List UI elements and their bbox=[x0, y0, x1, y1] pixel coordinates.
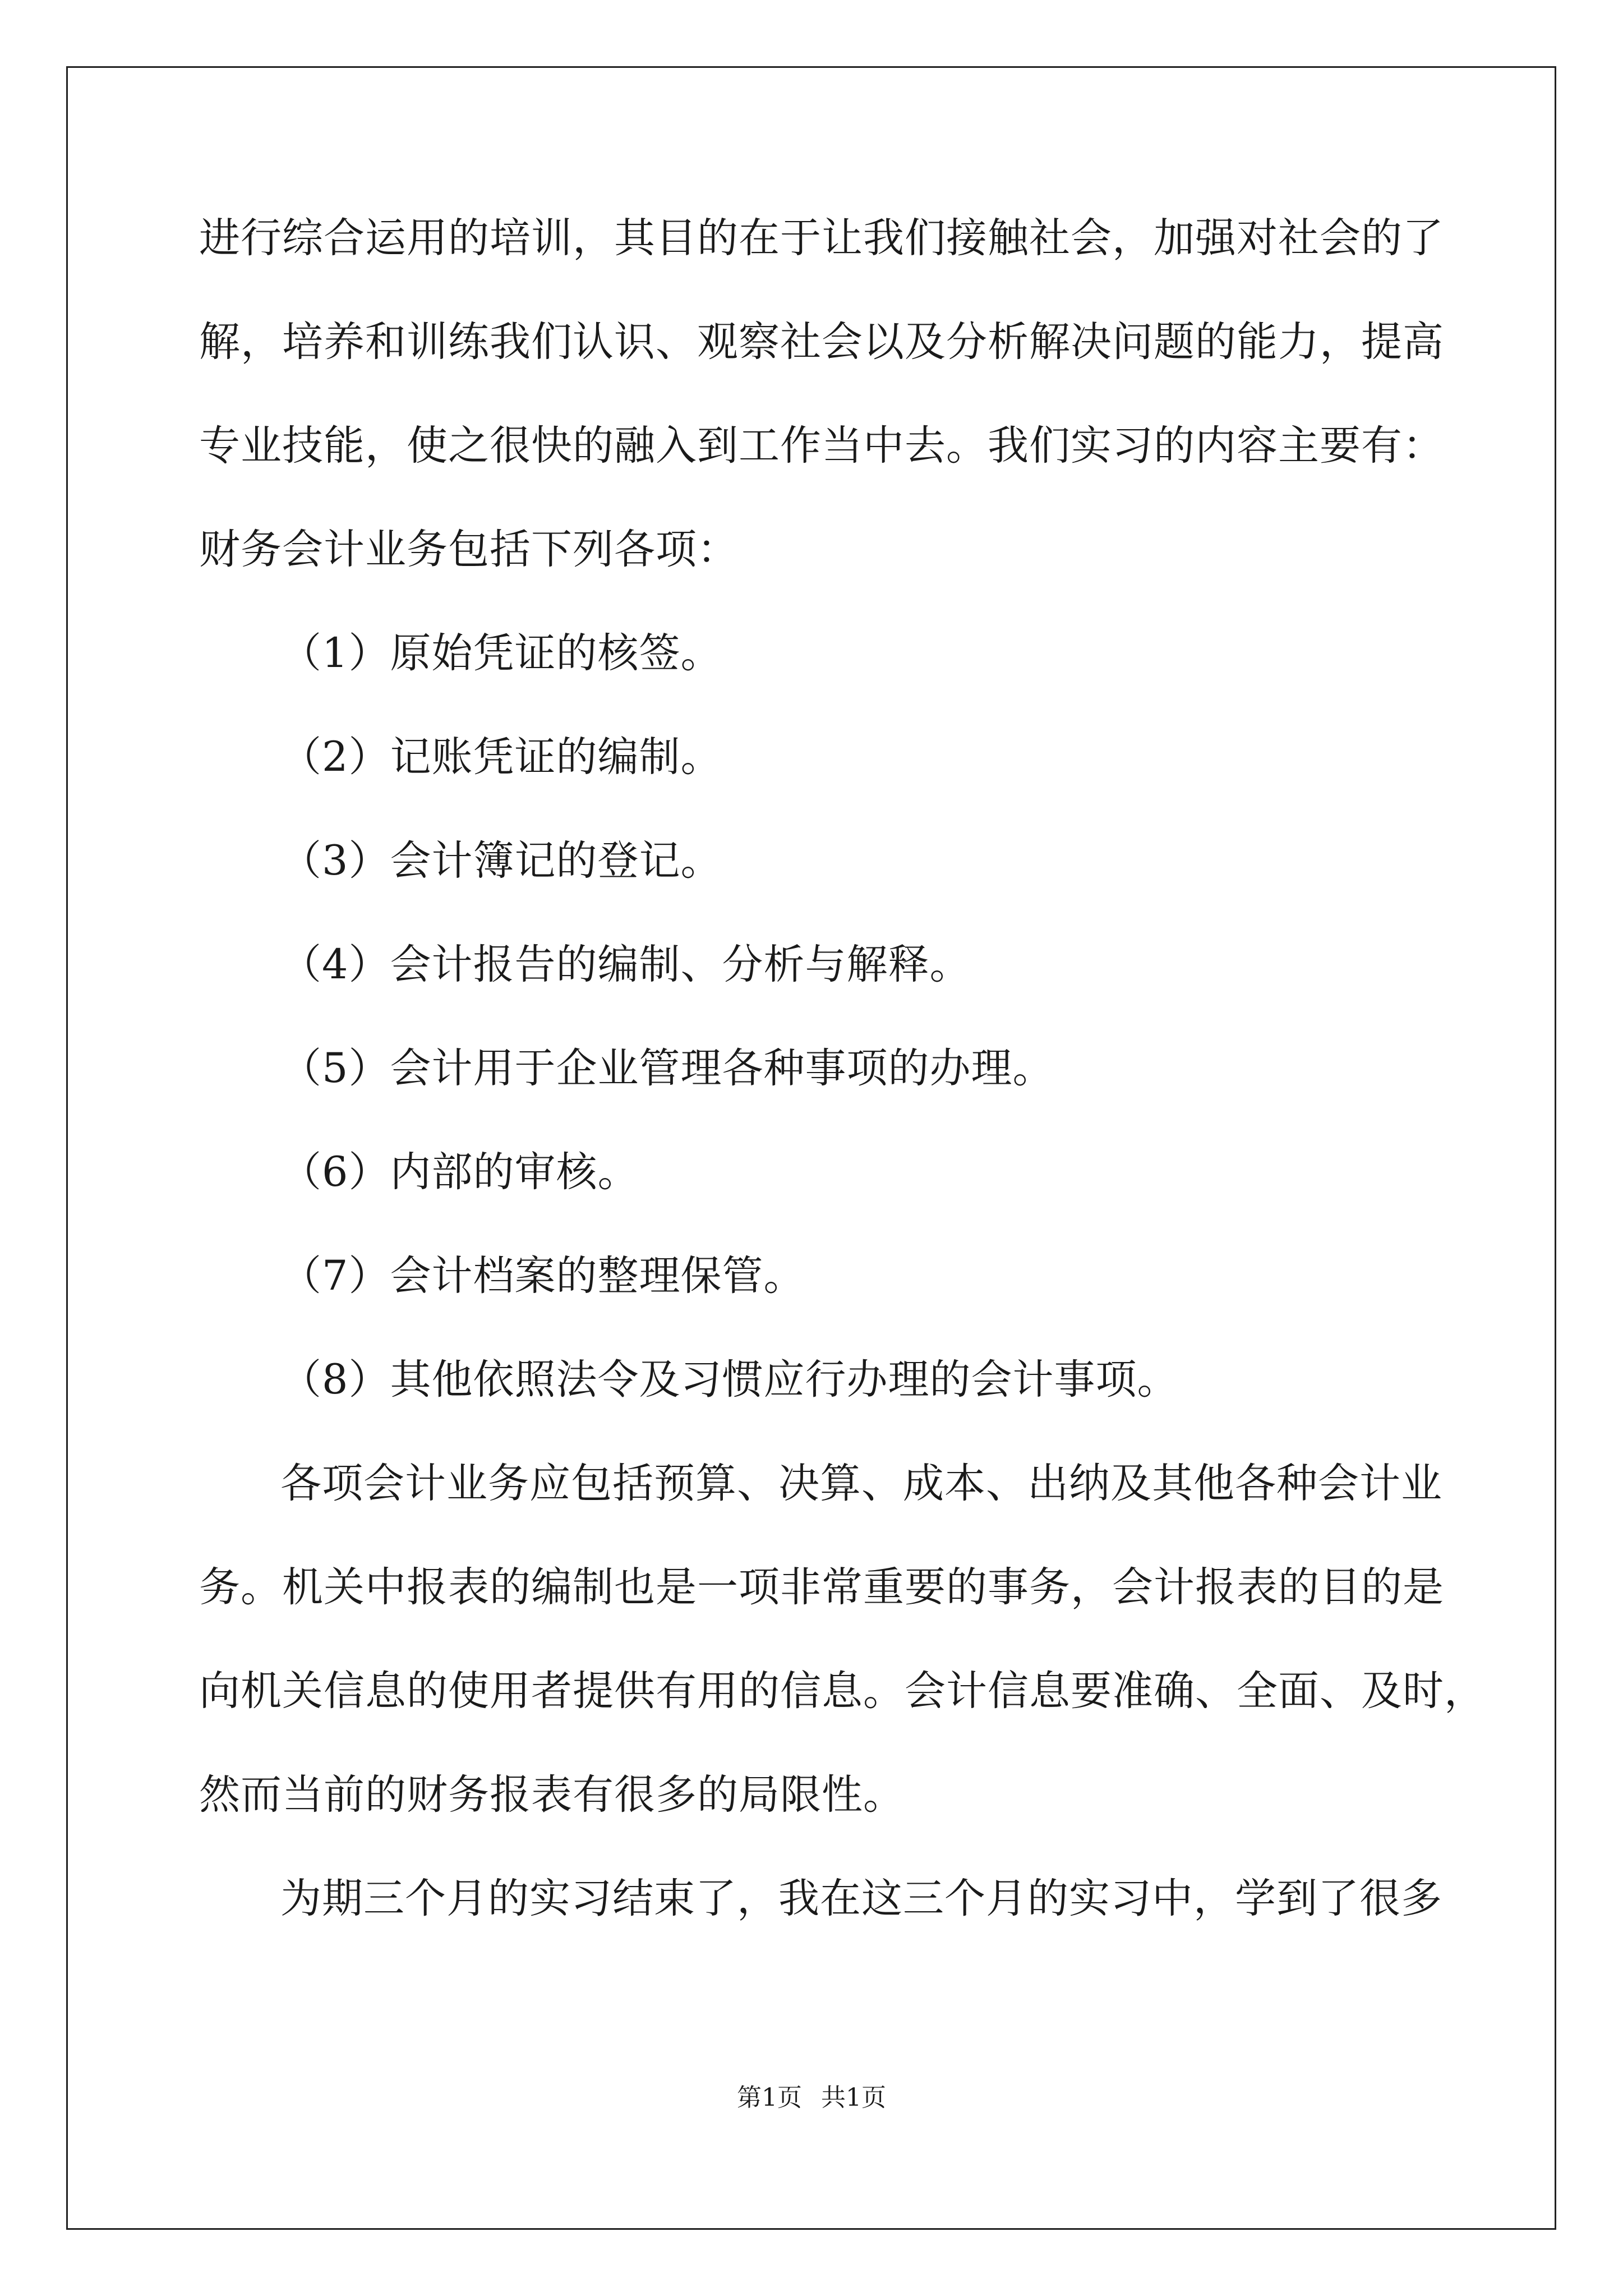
body-line: 务。机关中报表的编制也是一项非常重要的事务，会计报表的目的是 bbox=[199, 1563, 1444, 1611]
list-item: （4）会计报告的编制、分析与解释。 bbox=[280, 941, 971, 988]
page-footer bbox=[0, 2081, 1623, 2115]
body-line: 财务会计业务包括下列各项： bbox=[199, 526, 739, 573]
body-line: 解，培养和训练我们认识、观察社会以及分析解决问题的能力，提高 bbox=[199, 318, 1444, 366]
page-number-current: 第1页 bbox=[737, 2083, 802, 2112]
list-item: （5）会计用于企业管理各种事项的办理。 bbox=[280, 1045, 1054, 1092]
body-line: 向机关信息的使用者提供有用的信息。会计信息要准确、全面、及时， bbox=[199, 1667, 1486, 1715]
body-line: 专业技能，使之很快的融入到工作当中去。我们实习的内容主要有： bbox=[199, 422, 1444, 470]
list-item: （1）原始凭证的核签。 bbox=[280, 629, 722, 677]
list-item: （8）其他依照法令及习惯应行办理的会计事项。 bbox=[280, 1356, 1179, 1404]
page-number-total: 共1页 bbox=[821, 2083, 886, 2112]
body-line: 各项会计业务应包括预算、决算、成本、出纳及其他各种会计业 bbox=[280, 1460, 1442, 1507]
body-line: 然而当前的财务报表有很多的局限性。 bbox=[199, 1771, 905, 1819]
list-item: （3）会计簿记的登记。 bbox=[280, 837, 722, 885]
list-item: （2）记账凭证的编制。 bbox=[280, 733, 722, 781]
list-item: （7）会计档案的整理保管。 bbox=[280, 1252, 805, 1300]
list-item: （6）内部的审核。 bbox=[280, 1148, 639, 1196]
body-line: 为期三个月的实习结束了，我在这三个月的实习中，学到了很多 bbox=[280, 1875, 1442, 1922]
body-line: 进行综合运用的培训，其目的在于让我们接触社会，加强对社会的了 bbox=[199, 214, 1444, 262]
